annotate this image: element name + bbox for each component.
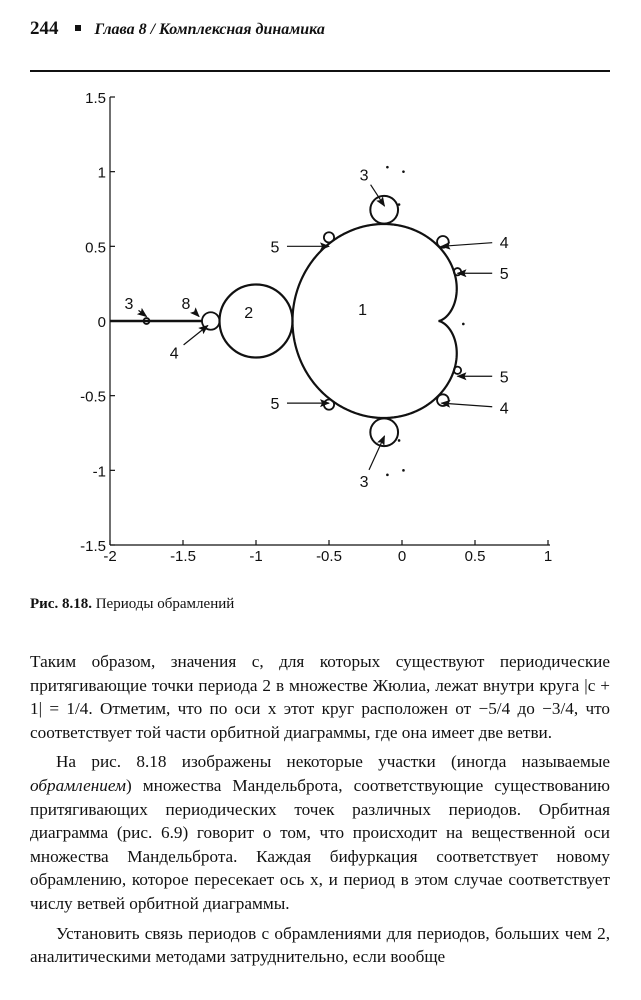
period-arrow — [369, 436, 384, 470]
mandelbrot-figure — [0, 80, 641, 590]
period-3-bulb-top — [370, 196, 398, 224]
y-tick-label: 0 — [97, 314, 106, 331]
period-arrow — [139, 310, 147, 316]
paragraph-2-start: На рис. 8.18 изображены некоторые участки (иногда называемые — [56, 752, 610, 772]
period-label: 3 — [359, 473, 369, 491]
page-header — [30, 18, 610, 46]
y-tick-label: -1.5 — [80, 538, 106, 555]
x-tick-label: -2 — [103, 548, 117, 565]
period-arrow — [194, 312, 199, 317]
period-label: 3 — [124, 296, 134, 314]
x-tick-label: -1.5 — [170, 548, 196, 565]
region-label: 1 — [358, 302, 368, 320]
set-point — [402, 170, 405, 173]
set-point — [386, 474, 389, 477]
set-point — [398, 439, 401, 442]
caption-label: Рис. 8.18. — [30, 596, 92, 612]
period-label: 8 — [181, 296, 191, 314]
period-label: 3 — [359, 167, 369, 185]
period-label: 4 — [169, 345, 179, 363]
y-tick-label: 0.5 — [85, 239, 106, 257]
set-point — [386, 166, 389, 169]
plot-axes — [80, 90, 552, 565]
period-label: 4 — [499, 400, 509, 418]
paragraph-2-end: ) множества Мандельброта, соответствующие существованию притягивающих периодических точек различных периодов. Орбитная диаграмма (рис. 6.9) говорит о том, что происходит на вещественной оси множества Мандельброта. Каждая бифуркация соответствует новому обрамлению, которое пересекает ось x, и период в этом случае соответствует числу ветвей орбитной диаграммы. — [30, 775, 610, 913]
period-arrow — [184, 325, 208, 344]
period-label: 5 — [499, 369, 509, 387]
x-tick-label: -0.5 — [316, 548, 342, 565]
period-label: 4 — [499, 234, 509, 252]
mandelbrot-set-outline — [110, 166, 465, 476]
header-bullet — [75, 25, 81, 31]
x-tick-label: 0.5 — [464, 548, 486, 565]
page-number: 244 — [30, 18, 59, 39]
period-3-bulb-bottom — [370, 418, 398, 446]
period-label: 5 — [499, 266, 509, 284]
x-tick-label: 1 — [543, 548, 553, 565]
period-arrow — [441, 403, 492, 407]
period-5-bulb — [324, 232, 334, 242]
main-cardioid — [293, 224, 457, 418]
caption-text: Периоды обрамлений — [95, 596, 235, 612]
period-4-real-bulb — [202, 312, 220, 330]
chapter-title: Глава 8 / Комплексная динамика — [94, 21, 325, 38]
x-tick-label: 0 — [397, 548, 407, 565]
y-tick-label: 1 — [97, 164, 106, 182]
paragraph-3: Установить связь периодов с обрамлениями для периодов, больших чем 2, аналитическими методами затруднительно, если вообще — [30, 923, 610, 967]
period-annotations — [125, 168, 509, 491]
y-tick-label: 1.5 — [85, 90, 106, 107]
region-label: 2 — [244, 305, 254, 323]
set-point — [462, 323, 465, 326]
paragraph-2-italic-term: обрамлением — [30, 775, 127, 795]
period-4-bulb — [437, 394, 449, 406]
period-2-bulb — [220, 285, 293, 358]
period-label: 5 — [270, 396, 280, 414]
paragraph-2 — [30, 750, 610, 915]
y-tick-label: -1 — [92, 463, 106, 481]
header-rule — [30, 70, 610, 72]
paragraph-1: Таким образом, значения c, для которых существуют периодические притягивающие точки периода 2 в множестве Жюлиа, лежат внутри круга |c + 1| = 1/4. Отметим, что по оси x этот круг расположен от −5/4 до −3/4, что соответствует той части орбитной диаграммы, где она имеет две ветви. — [30, 652, 610, 742]
figure-caption — [30, 596, 234, 613]
x-tick-label: -1 — [249, 548, 263, 565]
body-text — [30, 650, 610, 975]
set-point — [402, 469, 405, 472]
y-tick-label: -0.5 — [80, 388, 106, 406]
period-5-bulb — [324, 400, 334, 410]
period-label: 5 — [270, 239, 280, 257]
set-point — [398, 203, 401, 206]
